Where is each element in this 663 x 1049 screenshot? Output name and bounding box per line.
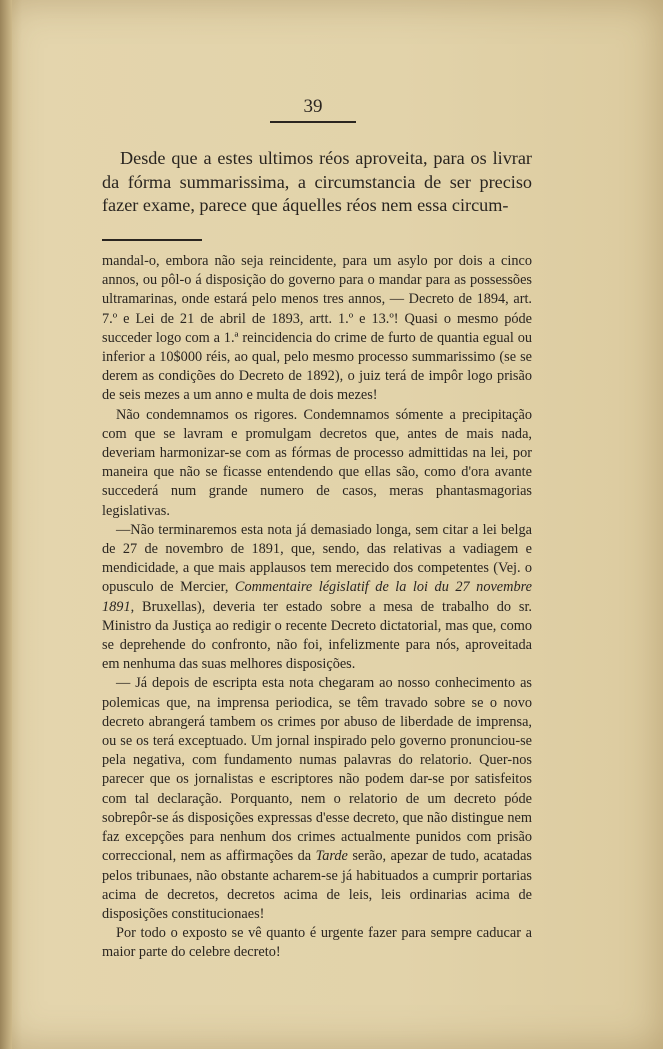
footnote-paragraph-2: Não condemnamos os rigores. Condemnamos sómente a precipitação com que se lavram e promulgam decretos que, antes de mais nada, deveriam harmonizar-se com as fórmas de processo admittidas na lei, por maneira que não se ficasse entendendo que ellas são, como d'ora avante succederá num grande numero de casos, meras phantasmagorias legislativas. <box>102 406 532 519</box>
footnote-text: —Não terminaremos esta nota já demasiado longa, sem citar a lei belga de 27 de novembro de 1891, que, sendo, das relativas a vadiagem e mendicidade, a que mais applausos tem merecido dos competentes (Vej. o opusculo de Mercier, <box>102 521 532 596</box>
footnote-separator <box>102 239 202 241</box>
page-number: 39 <box>303 96 323 117</box>
footnote-text: , Bruxellas), deveria ter estado sobre a mesa de trabalho do sr. Ministro da Justiça ao redigir o recente Decreto dictatorial, mas que, como se deprehende do confronto, não foi, infelizmente para nós, aproveitada em nenhuma das suas melhores disposições. <box>102 598 532 673</box>
footnote-text: — Já depois de escripta esta nota chegaram ao nosso conhecimento as polemicas que, na imprensa periodica, se têm travado sobre se o novo decreto abrangerá tambem os crimes por abuso de liberdade de imprensa, ou se os terá exceptuado. Um jornal inspirado pelo governo pronunciou-se pela negativa, com fundamento numas palavras do relatorio. Quer-nos parecer que os jornalistas e escriptores não podem dar-se por satisfeitos com tal declaração. Porquanto, nem o relatorio de um decreto póde sobrepôr-se ás disposições expressas d'esse decreto, que não distingue nem faz excepções para nenhum dos crimes actualmente punidos com prisão correccional, nem as affirmações da <box>102 675 532 865</box>
newspaper-name-italic: Tarde <box>315 848 348 865</box>
book-title-italic: Commentaire législatif de la loi du 27 novembre 1891 <box>102 579 533 615</box>
footnote-paragraph-1: mandal-o, embora não seja reincidente, para um asylo por dois a cinco annos, ou pôl-o á disposição do governo para o mandar para as possessões ultramarinas, onde estará pelo menos tres annos, — Decreto de 1894, art. 7.º e Lei de 21 de abril de 1893, artt. 1.º e 13.º! Quasi o mesmo póde succeder logo com a 1.ª reincidencia do crime de furto de quantia egual ou inferior a 10$000 réis, ao qual, pelo mesmo processo summarissimo (se se derem as condições do Decreto de 1892), o juiz terá de impôr logo prisão de seis mezes a um anno e multa de dois mezes! <box>102 253 532 404</box>
page-number-rule <box>270 121 356 123</box>
footnote-paragraph-5: Por todo o exposto se vê quanto é urgente fazer para sempre caducar a maior parte do celebre decreto! <box>102 925 532 961</box>
footnote-text: serão, apezar de tudo, acatadas pelos tribunaes, não obstante acharem-se já habituados a cumprir portarias acima de decretos, decretos acima de leis, leis ordinarias acima de disposições constitucionaes! <box>102 848 532 922</box>
main-text: Desde que a estes ultimos réos aproveita, para os livrar da fórma summarissima, a circumstancia de ser preciso fazer exame, parece que áquelles réos nem essa circum- <box>102 148 532 215</box>
footnote-paragraph-3 <box>102 521 532 675</box>
footnote-paragraph-4 <box>102 674 532 924</box>
page-left-edge <box>0 0 12 1049</box>
footnote-block <box>102 252 532 963</box>
